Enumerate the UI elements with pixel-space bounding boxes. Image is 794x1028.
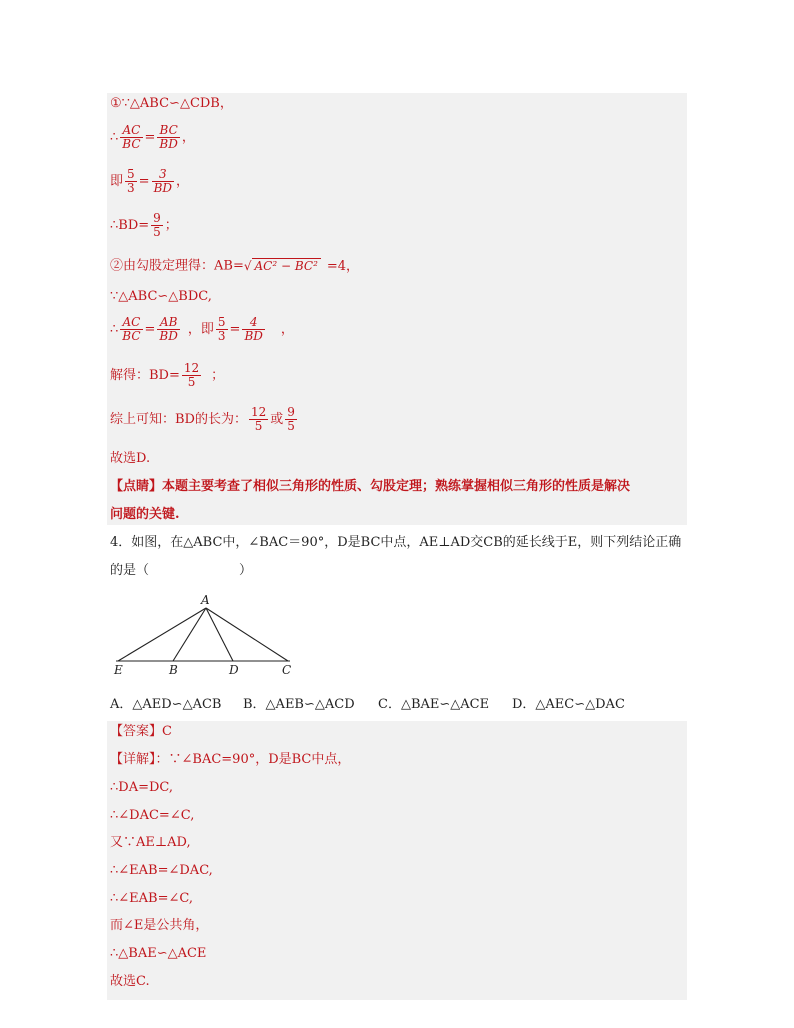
answer-line-1: 【答案】C — [110, 724, 172, 739]
fraction: $\frac{AB}{BD}$ — [159, 315, 178, 343]
option-b: B．△AEB∽△ACD — [243, 697, 355, 712]
fraction: $\frac{5}{3}$ — [127, 167, 135, 195]
solution-background — [107, 93, 687, 525]
vertex-label-a: A — [201, 593, 210, 607]
answer-line-6: ∴∠EAB=∠DAC, — [110, 863, 213, 878]
vertex-label-b: B — [169, 663, 178, 677]
fraction: $\frac{9}{5}$ — [153, 211, 161, 239]
fraction: $\frac{4}{BD}$ — [244, 315, 263, 343]
fraction: $\frac{12}{5}$ — [250, 405, 267, 433]
solution-line-7: ∴ $\frac{AC}{BC}$ = $\frac{AB}{BD}$ ，即 $\frac{5}{3}$ = $\frac{4}{BD}$ ， — [110, 315, 294, 343]
fraction: $\frac{5}{3}$ — [217, 315, 226, 343]
answer-line-9: ∴△BAE∽△ACE — [110, 946, 207, 961]
fraction: $\frac{BC}{BD}$ — [159, 123, 178, 151]
answer-line-3: ∴DA=DC, — [110, 780, 174, 795]
question-text-2: 的是（ ） — [110, 563, 253, 578]
answer-line-10: 故选C. — [110, 974, 150, 989]
question-text-1: 4．如图，在△ABC中，∠BAC＝90°，D是BC中点，AE⊥AD交CB的延长线于E，则下列结论正确 — [110, 535, 682, 550]
fraction: $\frac{3}{BD}$ — [153, 167, 173, 195]
key-point-line-2: 问题的关键. — [110, 507, 180, 522]
solution-line-8: 解得：BD= $\frac{12}{5}$ ； — [110, 361, 225, 389]
option-d: D．△AEC∽△DAC — [512, 697, 625, 712]
option-a: A．△AED∽△ACB — [110, 697, 222, 712]
solution-line-6: ∵△ABC∽△BDC, — [110, 289, 212, 304]
answer-line-2: 【详解】：∵∠BAC=90°，D是BC中点， — [110, 752, 351, 767]
answer-line-8: 而∠E是公共角， — [110, 918, 209, 933]
fraction: $\frac{9}{5}$ — [287, 405, 295, 433]
answer-line-7: ∴∠EAB=∠C, — [110, 891, 193, 906]
vertex-label-c: C — [282, 663, 292, 677]
triangle-figure — [110, 592, 310, 682]
option-c: C．△BAE∽△ACE — [378, 697, 490, 712]
answer-line-5: 又∵AE⊥AD, — [110, 835, 191, 850]
solution-line-9: 综上可知：BD的长为： $\frac{12}{5}$ 或 $\frac{9}{5}$ — [110, 405, 295, 433]
answer-line-4: ∴∠DAC=∠C, — [110, 808, 195, 823]
fraction: $\frac{12}{5}$ — [183, 361, 200, 389]
vertex-label-e: E — [114, 663, 123, 677]
vertex-label-d: D — [229, 663, 239, 677]
solution-line-1: ①∵△ABC∽△CDB， — [110, 96, 233, 111]
solution-line-10: 故选D. — [110, 451, 151, 466]
fraction: $\frac{AC}{BC}$ — [122, 315, 141, 343]
fraction: $\frac{AC}{BC}$ — [122, 123, 141, 151]
solution-line-4: ∴BD= $\frac{9}{5}$ ； — [110, 211, 178, 239]
solution-line-3: 即 $\frac{5}{3}$ = $\frac{3}{BD}$ ， — [110, 167, 190, 195]
solution-line-2: ∴ $\frac{AC}{BC}$ = $\frac{BC}{BD}$ ， — [110, 123, 195, 151]
square-root: √ AC² − BC² — [244, 258, 321, 274]
solution-line-5: ②由勾股定理得：AB=√ AC² − BC² =4， — [110, 258, 360, 274]
key-point-line-1: 【点睛】本题主要考查了相似三角形的性质、勾股定理；熟练掌握相似三角形的性质是解决 — [110, 479, 631, 494]
